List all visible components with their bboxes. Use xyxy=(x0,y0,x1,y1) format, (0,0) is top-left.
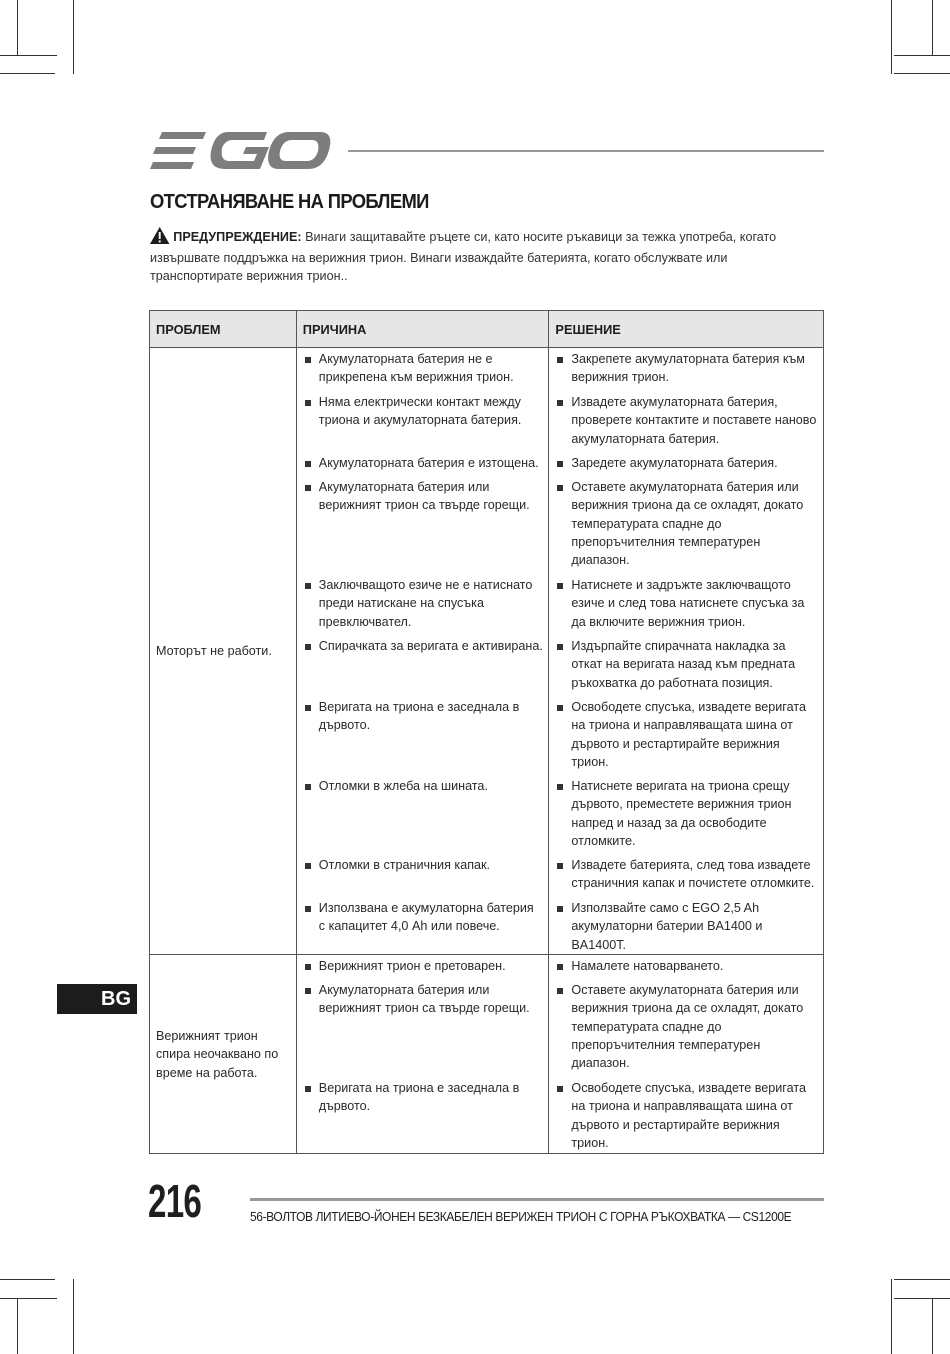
crop-mark xyxy=(0,55,57,56)
solution-item: Натиснете веригата на триона срещу дървото, преместете верижния трион напред и назад за да освободите отломките. xyxy=(554,777,818,856)
cause-item: Веригата на триона е заседнала в дървото. xyxy=(302,1079,544,1152)
crop-mark xyxy=(0,1298,57,1299)
solution-item: Натиснете и задръжте заключващото езиче и след това натиснете спусъка за да включите верижния трион. xyxy=(554,576,818,637)
cause-item: Заключващото езиче не е натиснато преди натискане на спусъка превключвател. xyxy=(302,576,544,637)
language-tab: BG xyxy=(57,984,137,1014)
cause-cell xyxy=(296,955,549,1154)
crop-mark xyxy=(932,1298,933,1354)
table-header-row xyxy=(150,311,824,348)
solution-item: Намалете натоварването. xyxy=(554,957,818,981)
warning-text: Винаги защитавайте ръцете си, като носите ръкавици за тежка употреба, когато извършвате поддръжка на верижния трион. Винаги изваждайте батерията, когато обслужвате или транспортирате верижния трион.. xyxy=(150,229,777,283)
crop-mark xyxy=(894,1298,950,1299)
solution-cell xyxy=(549,955,824,1154)
page-title: ОТСТРАНЯВАНЕ НА ПРОБЛЕМИ xyxy=(150,191,429,213)
solution-item: Издърпайте спирачната накладка за откат на веригата назад към предната ръкохватка до работната позиция. xyxy=(554,637,818,698)
cause-cell xyxy=(296,348,549,955)
footer-rule xyxy=(250,1198,824,1201)
crop-mark xyxy=(932,0,933,55)
crop-mark xyxy=(891,0,892,74)
cause-item: Спирачката за веригата е активирана. xyxy=(302,637,544,698)
cause-item: Няма електрически контакт между триона и акумулаторната батерия. xyxy=(302,393,544,454)
solution-item: Извадете акумулаторната батерия, проверете контактите и поставете наново акумулаторната батерия. xyxy=(554,393,818,454)
crop-mark xyxy=(0,1279,55,1280)
solution-cell xyxy=(549,348,824,955)
table-row xyxy=(150,955,824,1154)
column-header-cause: ПРИЧИНА xyxy=(296,311,549,348)
cause-item: Веригата на триона е заседнала в дървото. xyxy=(302,698,544,777)
column-header-solution: РЕШЕНИЕ xyxy=(549,311,824,348)
crop-mark xyxy=(0,73,55,74)
crop-mark xyxy=(73,1279,74,1354)
cause-item: Акумулаторната батерия или верижният трион са твърде горещи. xyxy=(302,478,544,576)
ego-logo xyxy=(150,130,332,177)
footer-text: 56-ВОЛТОВ ЛИТИЕВО-ЙОНЕН БЕЗКАБЕЛЕН ВЕРИЖЕН ТРИОН С ГОРНА РЪКОХВАТКА — CS1200E xyxy=(250,1209,792,1224)
table-row xyxy=(150,348,824,955)
page-number: 216 xyxy=(148,1175,202,1227)
crop-mark xyxy=(73,0,74,74)
cause-item: Използвана е акумулаторна батерия с капацитет 4,0 Ah или повече. xyxy=(302,899,544,953)
cause-item: Акумулаторната батерия е изтощена. xyxy=(302,454,544,478)
crop-mark xyxy=(891,1279,892,1354)
solution-item: Извадете батерията, след това извадете страничния капак и почистете отломките. xyxy=(554,856,818,899)
troubleshooting-table xyxy=(149,310,824,1154)
warning-notice xyxy=(150,227,819,285)
crop-mark xyxy=(17,0,18,55)
problem-cell: Верижният трион спира неочаквано по време на работа. xyxy=(150,955,297,1154)
solution-item: Освободете спусъка, извадете веригата на триона и направляващата шина от дървото и рестартирайте верижния трион. xyxy=(554,1079,818,1152)
cause-item: Верижният трион е претоварен. xyxy=(302,957,544,981)
crop-mark xyxy=(17,1298,18,1354)
header-rule xyxy=(348,150,824,152)
solution-item: Оставете акумулаторната батерия или верижния триона да се охладят, докато температурата спадне до препоръчителния температурен диапазон. xyxy=(554,478,818,576)
crop-mark xyxy=(894,55,950,56)
column-header-problem: ПРОБЛЕМ xyxy=(150,311,297,348)
solution-item: Оставете акумулаторната батерия или верижния триона да се охладят, докато температурата спадне до препоръчителния температурен диапазон. xyxy=(554,981,818,1079)
solution-item: Заредете акумулаторната батерия. xyxy=(554,454,818,478)
solution-item: Закрепете акумулаторната батерия към верижния трион. xyxy=(554,350,818,393)
warning-label: ПРЕДУПРЕЖДЕНИЕ: xyxy=(173,229,302,244)
solution-item: Освободете спусъка, извадете веригата на триона и направляващата шина от дървото и рестартирайте верижния трион. xyxy=(554,698,818,777)
cause-item: Отломки в жлеба на шината. xyxy=(302,777,544,856)
cause-item: Акумулаторната батерия или верижният трион са твърде горещи. xyxy=(302,981,544,1079)
problem-cell: Моторът не работи. xyxy=(150,348,297,955)
cause-item: Отломки в страничния капак. xyxy=(302,856,544,899)
cause-item: Акумулаторната батерия не е прикрепена към верижния трион. xyxy=(302,350,544,393)
crop-mark xyxy=(894,1279,950,1280)
crop-mark xyxy=(894,73,950,74)
warning-triangle-icon xyxy=(150,227,169,249)
solution-item: Използвайте само с EGO 2,5 Ah акумулаторни батерии BA1400 и BA1400T. xyxy=(554,899,818,953)
